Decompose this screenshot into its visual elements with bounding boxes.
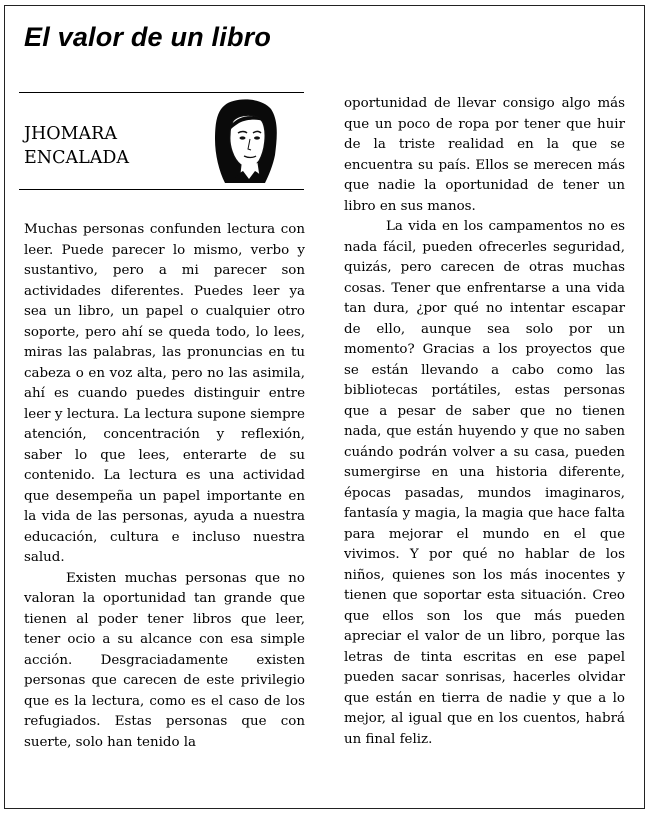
column-left — [24, 220, 305, 753]
author-name: JHOMARA ENCALADA — [24, 124, 130, 168]
paragraph-2-end: oportunidad de llevar consigo algo más que un poco de ropa por tener que huir de la triste realidad en la que se encuentra su país. Ellos se merecen más que nadie la oportunidad de tener un libro en sus manos. — [344, 96, 625, 214]
author-divider-bottom — [19, 189, 304, 190]
paragraph-2-start: Existen muchas personas que no valoran la oportunidad tan grande que tienen al poder tener libros que leer, tener ocio a su alcance con esa simple acción. Desgraciadamente existen personas que carecen de este privilegio que es la lectura, como es el caso de los refugiados. Estas personas que con suerte, solo han tenido la — [24, 570, 305, 750]
column-right — [344, 94, 625, 750]
author-portrait-icon — [203, 99, 287, 183]
author-divider-top — [19, 92, 304, 93]
paragraph-1: Muchas personas confunden lectura con leer. Puede parecer lo mismo, verbo y sustantivo, pero a mi parecer son actividades diferentes. Puedes leer ya sea un libro, un papel o cualquier otro soporte, pero ahí se queda todo, lo lees, miras las palabras, las pronuncias en tu cabeza o en voz alta, pero no las asimila, ahí es cuando puedes distinguir entre leer y lectura. La lectura supone siempre atención, concentración y reflexión, saber lo que lees, enterarte de su contenido. La lectura es una actividad que desempeña un papel importante en la vida de las personas, ayuda a nuestra educación, cultura e incluso nuestra salud. — [24, 222, 305, 565]
article-title: El valor de un libro — [24, 22, 272, 52]
paragraph-3: La vida en los campamentos no es nada fácil, pueden ofrecerles seguridad, quizás, pero carecen de otras muchas cosas. Tener que enfrentarse a una vida tan dura, ¿por qué no intentar escapar de ello, aunque sea solo por un momento? Gracias a los proyectos que se están llevando a cabo como las bibliotecas portátiles, estas personas que a pesar de saber que no tienen nada, que están huyendo y que no saben cuándo podrán volver a su casa, pueden sumergirse en una historia diferente, épocas pasadas, mundos imaginaros, fantasía y magia, la magia que hace falta para mejorar el mundo en el que vivimos. Y por qué no hablar de los niños, quienes son los más inocentes y tienen que soportar esta situación. Creo que ellos son los que más pueden apreciar el valor de un libro, porque las letras de tinta escritas en ese papel pueden sacar sonrisas, hacerles olvidar que están en tierra de nadie y que a lo mejor, al igual que en los cuentos, habrá un final feliz. — [344, 219, 625, 747]
